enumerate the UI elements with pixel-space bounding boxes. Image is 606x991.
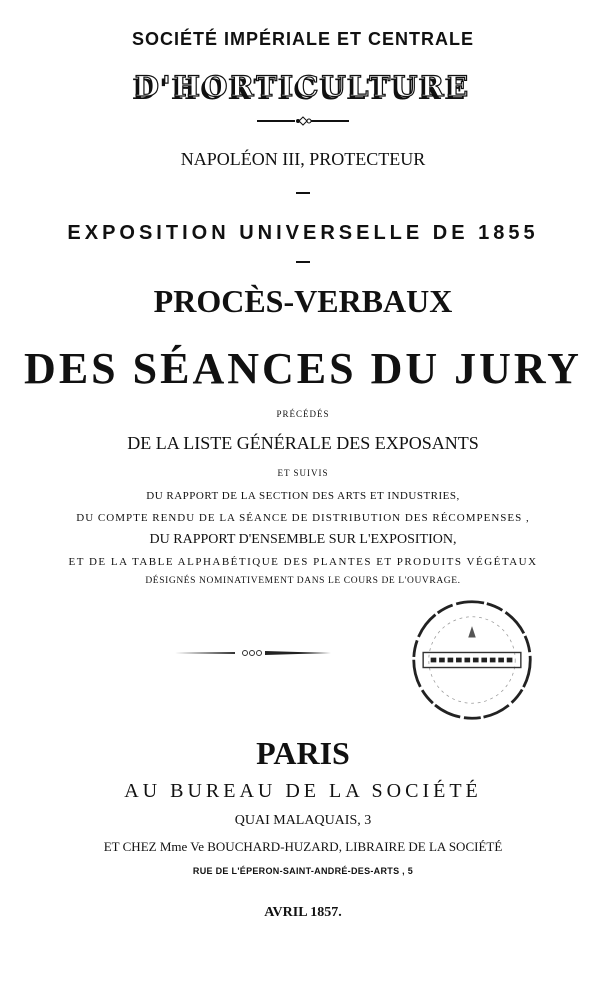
contents-line: DU RAPPORT D'ENSEMBLE SUR L'EXPOSITION, <box>149 532 457 547</box>
society-line: SOCIÉTÉ IMPÉRIALE ET CENTRALE <box>131 29 475 49</box>
library-stamp <box>410 598 534 722</box>
event-line: EXPOSITION UNIVERSELLE DE 1855 <box>67 222 539 244</box>
list-line: DE LA LISTE GÉNÉRALE DES EXPOSANTS <box>127 433 479 453</box>
contents-line: ET DE LA TABLE ALPHABÉTIQUE DES PLANTES ET PRODUITS VÉGÉTAUX <box>68 556 538 568</box>
title-line-2: DES SÉANCES DU JURY <box>24 344 582 393</box>
contents-line: DU COMPTE RENDU DE LA SÉANCE DE DISTRIBUTION DES RÉCOMPENSES , <box>76 512 530 524</box>
publication-date: AVRIL 1857. <box>264 905 342 920</box>
contents-line: DU RAPPORT DE LA SECTION DES ARTS ET INDUSTRIES, <box>146 490 460 502</box>
followed-label: ET SUIVIS <box>277 468 329 478</box>
city: PARIS <box>256 735 350 771</box>
bookseller: ET CHEZ Mme Ve BOUCHARD-HUZARD, LIBRAIRE DE LA SOCIÉTÉ <box>103 839 503 854</box>
society-name: D'HORTICULTURE <box>134 70 472 103</box>
dash-divider <box>296 192 310 194</box>
bookseller-address: RUE DE L'ÉPERON-SAINT-ANDRÉ-DES-ARTS , 5 <box>192 866 414 876</box>
publisher: AU BUREAU DE LA SOCIÉTÉ <box>124 780 482 802</box>
contents-line: DÉSIGNÉS NOMINATIVEMENT DANS LE COURS DE L'OUVRAGE. <box>145 576 461 586</box>
ornament-divider <box>175 648 331 658</box>
patron-line: NAPOLÉON III, PROTECTEUR <box>180 149 426 169</box>
ornament-divider <box>257 115 349 127</box>
title-line-1: PROCÈS-VERBAUX <box>153 283 453 319</box>
publisher-address: QUAI MALAQUAIS, 3 <box>234 813 372 828</box>
preceded-label: PRÉCÉDÉS <box>276 409 330 419</box>
dash-divider <box>296 261 310 263</box>
